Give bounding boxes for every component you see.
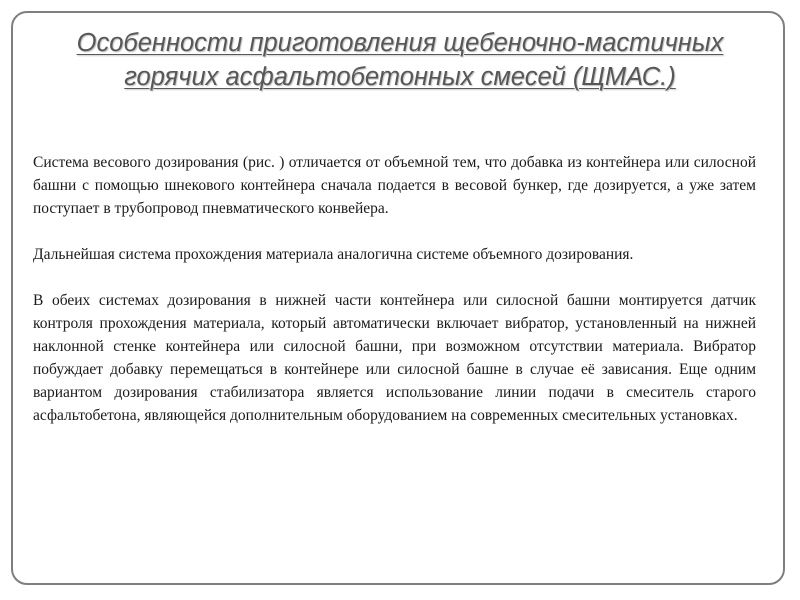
slide-title-line-1: Особенности приготовления щебеночно-мастичных (76, 29, 724, 57)
slide-body (33, 151, 756, 450)
paragraph-material-flow: Дальнейшая система прохождения материала аналогична системе объемного дозирования. (33, 246, 634, 263)
paragraph-sensor-vibrator: В обеих системах дозирования в нижней части контейнера или силосной башни монтируется датчик контроля прохождения материала, который автоматически включает вибратор, установленный на нижней наклонной стенке контейнера или силосной башни, при возможном отсутствии материала. Вибратор побуждает добавку перемещаться в контейнере или силосной башне в случае её зависания. Еще одним вариантом дозирования стабилизатора является использование линии подачи в смеситель старого асфальтобетона, являющейся дополнительным оборудованием на современных смесительных установках. (33, 292, 756, 424)
paragraph-weight-dosing: Система весового дозирования (рис. ) отличается от объемной тем, что добавка из контейнера или силосной башни с помощью шнекового контейнера сначала подается в весовой бункер, где дозируется, а уже затем поступает в трубопровод пневматического конвейера. (33, 154, 756, 217)
slide-title (0, 26, 800, 94)
slide-title-line-2: горячих асфальтобетонных смесей (ЩМАС.) (124, 63, 676, 91)
